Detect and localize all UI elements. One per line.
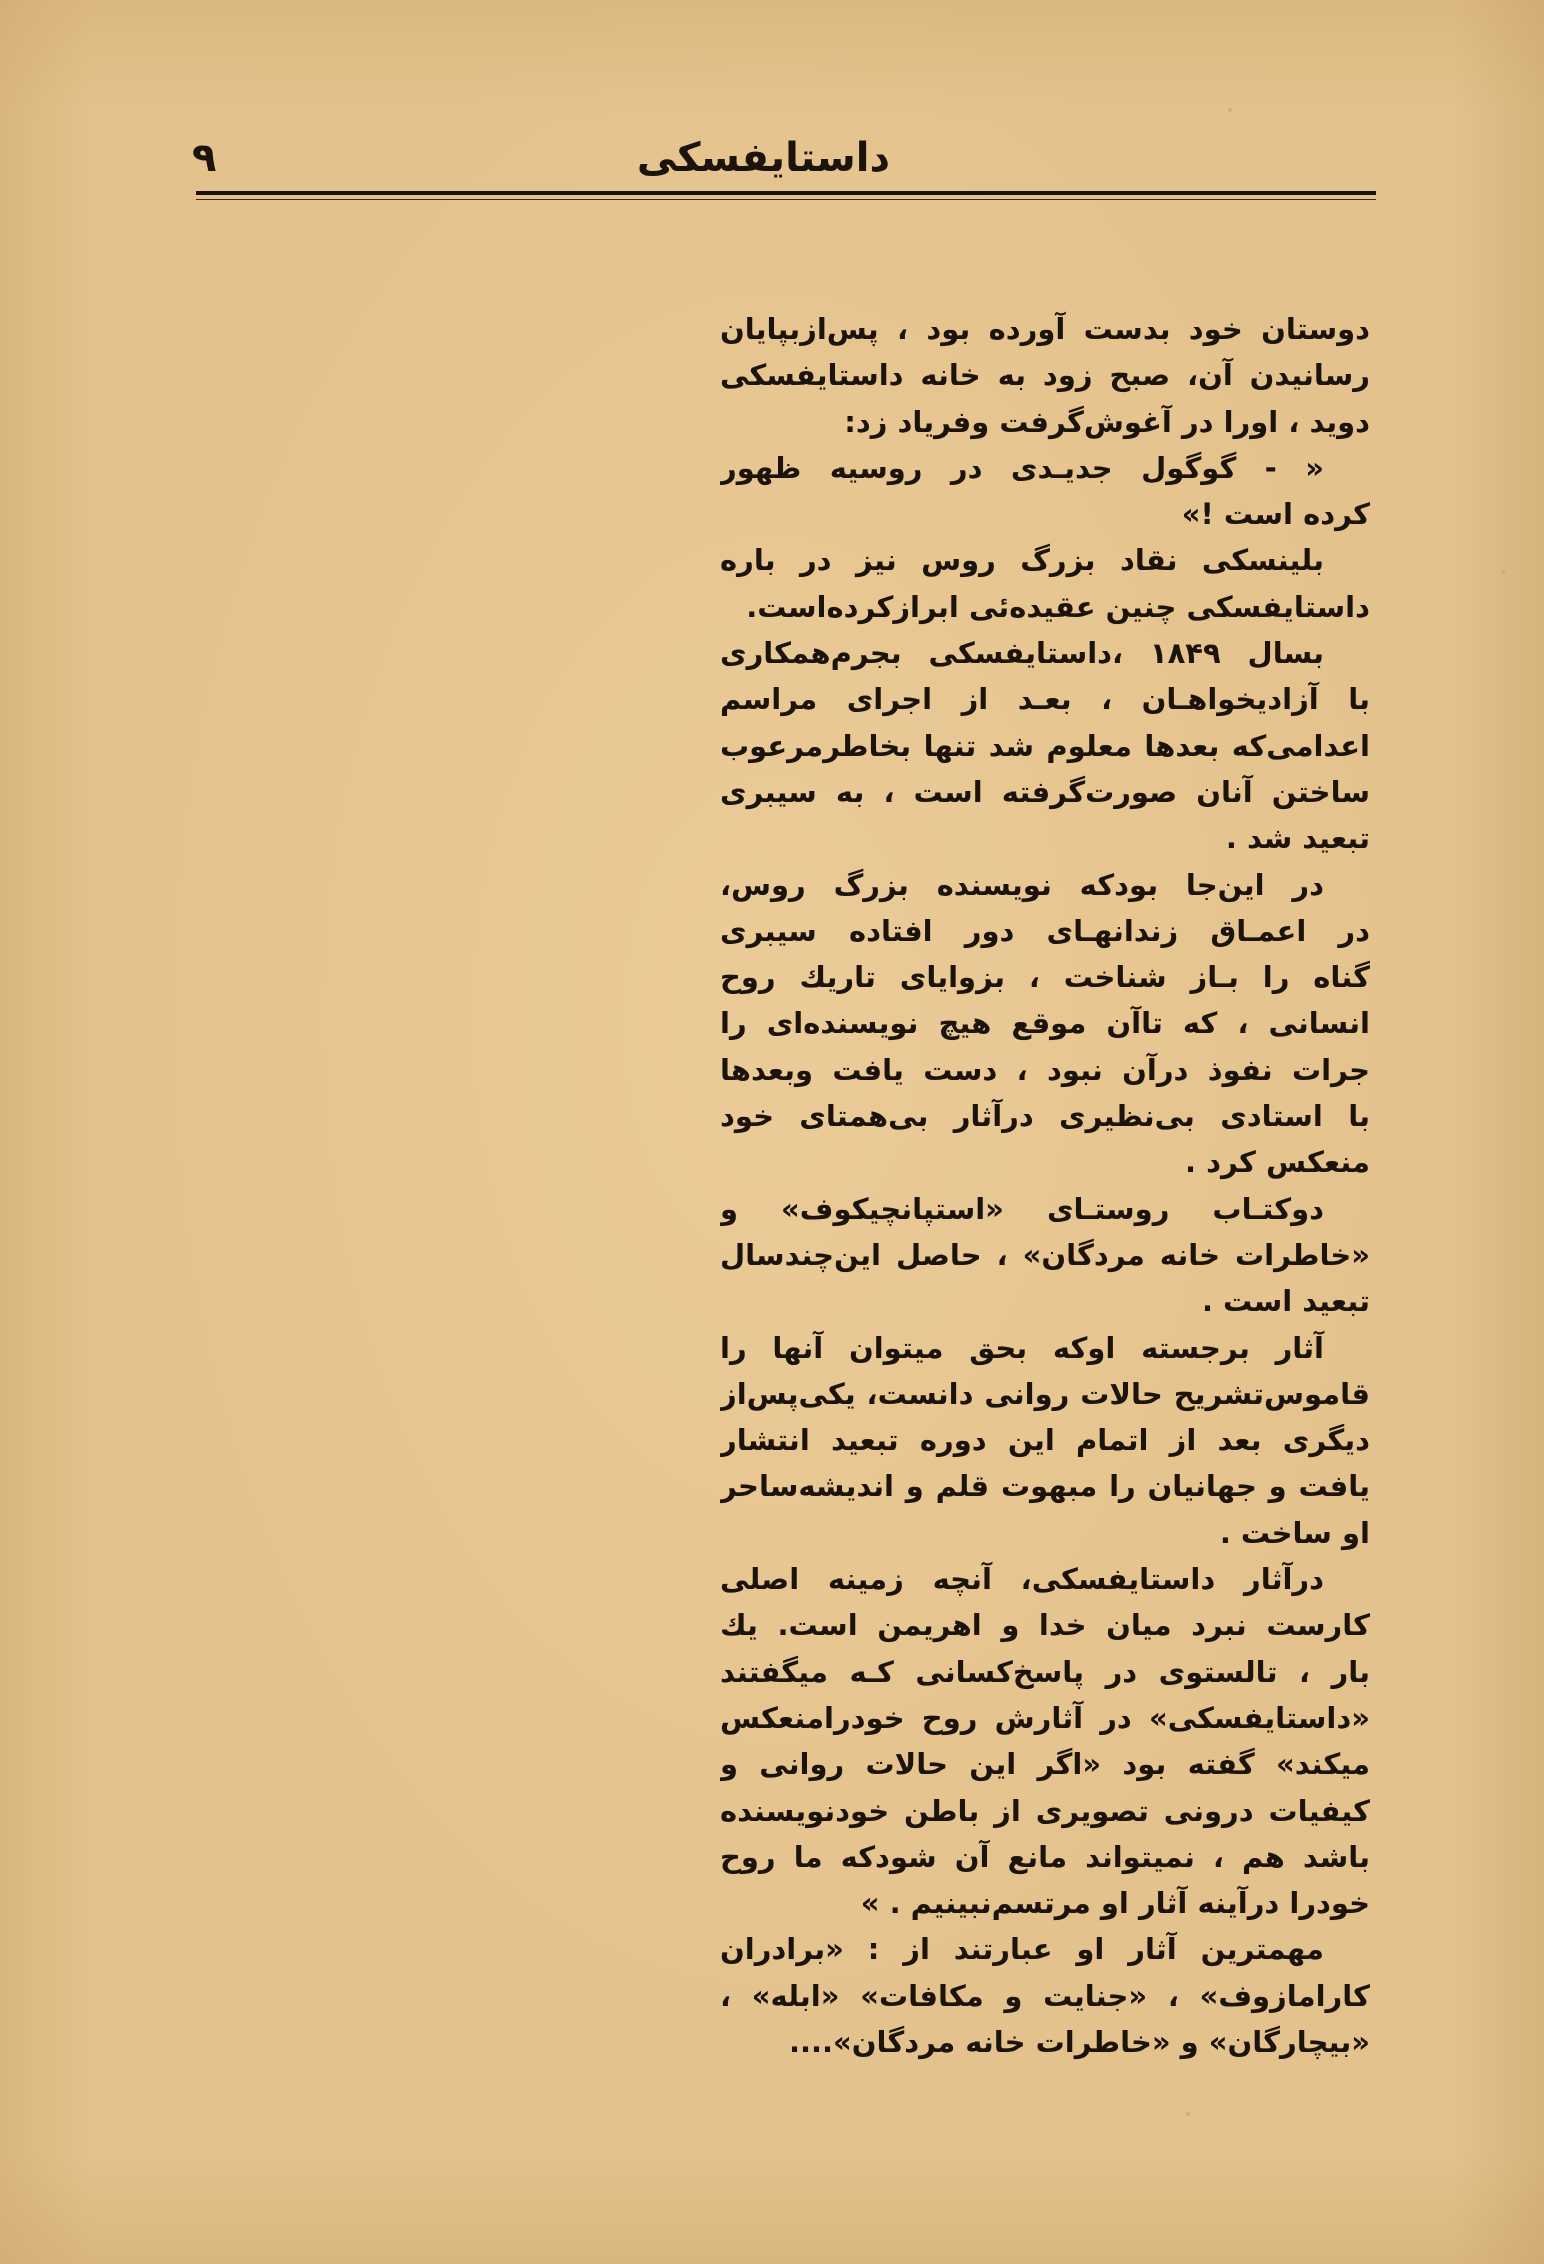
text-column (720, 306, 1370, 2065)
text-line: کارست نبرد میان خدا و اهریمن است. یك (720, 1608, 1370, 1643)
text-line: باشد هم ، نمیتواند مانع آن شودکه ما روح (720, 1839, 1370, 1874)
text-line: دوکتـاب روستـای «استپانچیکوف» و (720, 1191, 1324, 1226)
header-rule-thin (196, 199, 1376, 200)
text-line: داستایفسکی چنین عقیده‌ئی ابرازکرده‌است. (746, 589, 1370, 624)
paper-speck (1160, 1720, 1163, 1723)
text-line: درآثار داستایفسکی، آنچه زمینه اصلی (720, 1562, 1324, 1597)
paper-speck (1186, 2112, 1190, 2116)
text-line: در اعمـاق زندانهـای دور افتاده سیبری (720, 913, 1370, 948)
text-line: با آزادیخواهـان ، بعـد از اجرای مراسم (720, 682, 1370, 717)
text-line: منعکس کرد . (1184, 1145, 1370, 1180)
text-line: با استادی بی‌نظیری درآثار بی‌همتای خود (720, 1099, 1370, 1134)
text-line: بسال ۱۸۴۹ ،داستایفسکی بجرم‌همکاری (720, 636, 1325, 671)
text-line: کرده است !» (1181, 497, 1370, 532)
text-line: «خاطرات خانه مردگان» ، حاصل این‌چندسال (720, 1237, 1370, 1272)
text-line: کیفیات درونی تصویری از باطن خودنویسنده (720, 1793, 1370, 1828)
text-line: بار ، تالستوی در پاسخ‌کسانی کـه میگفتند (720, 1654, 1370, 1689)
text-line: او ساخت . (1219, 1515, 1370, 1550)
text-line: انسانی ، که تاآن موقع هیچ نویسنده‌ای را (720, 1006, 1370, 1041)
text-line: آثار برجسته اوکه بحق میتوان آنها را (720, 1330, 1324, 1365)
text-line: مهمترین آثار او عبارتند از : «برادران (720, 1932, 1324, 1967)
text-line: دوستان خود بدست آورده بود ، پس‌ازبپایان (720, 312, 1370, 346)
text-line: بلینسکی نقاد بزرگ روس نیز در باره (720, 543, 1324, 578)
text-line: تبعید است . (1201, 1284, 1370, 1319)
text-line: دیگری بعد از اتمام این دوره تبعید انتشار (720, 1423, 1370, 1458)
text-line: اعدامی‌که بعدها معلوم شد تنها بخاطرمرعوب (720, 728, 1370, 763)
paper-speck (1228, 108, 1232, 112)
text-line: ساختن آنان صورت‌گرفته است ، به سیبری (720, 774, 1370, 809)
header-rule (196, 191, 1376, 195)
text-line: گناه را بـاز شناخت ، بزوایای تاریك روح (720, 960, 1370, 995)
page-number: ۹ (192, 135, 217, 181)
text-line: «داستایفسکی» در آثارش روح خودرامنعکس (720, 1700, 1370, 1735)
text-line: «بیچارگان» و «خاطرات خانه مردگان».... (788, 2024, 1370, 2059)
text-line: دوید ، اورا در آغوش‌گرفت وفریاد زد: (844, 404, 1370, 439)
text-line: در این‌جا بودکه نویسنده بزرگ روس، (720, 867, 1324, 902)
text-line: قاموس‌تشریح حالات روانی دانست، یکی‌پس‌از (720, 1376, 1370, 1411)
text-line: رسانیدن آن، صبح زود به خانه داستایفسکی (720, 358, 1370, 393)
running-title: داستایفسکی (636, 135, 890, 181)
text-line: تبعید شد . (1225, 821, 1370, 856)
text-line: یافت و جهانیان را مبهوت قلم و اندیشه‌ساحر (720, 1469, 1370, 1504)
text-line: « - گوگول جدیـدی در روسیه ظهور (720, 450, 1324, 485)
text-line: خودرا درآینه آثار او مرتسم‌نبینیم . » (860, 1886, 1370, 1921)
text-line: جرات نفوذ درآن نبود ، دست یافت وبعدها (720, 1052, 1370, 1087)
text-line: میکند» گفته بود «اگر این حالات روانی و (720, 1747, 1370, 1782)
paper-speck (1502, 570, 1505, 573)
text-line: کارامازوف» ، «جنایت و مکافات» «ابله» ، (720, 1978, 1370, 2013)
